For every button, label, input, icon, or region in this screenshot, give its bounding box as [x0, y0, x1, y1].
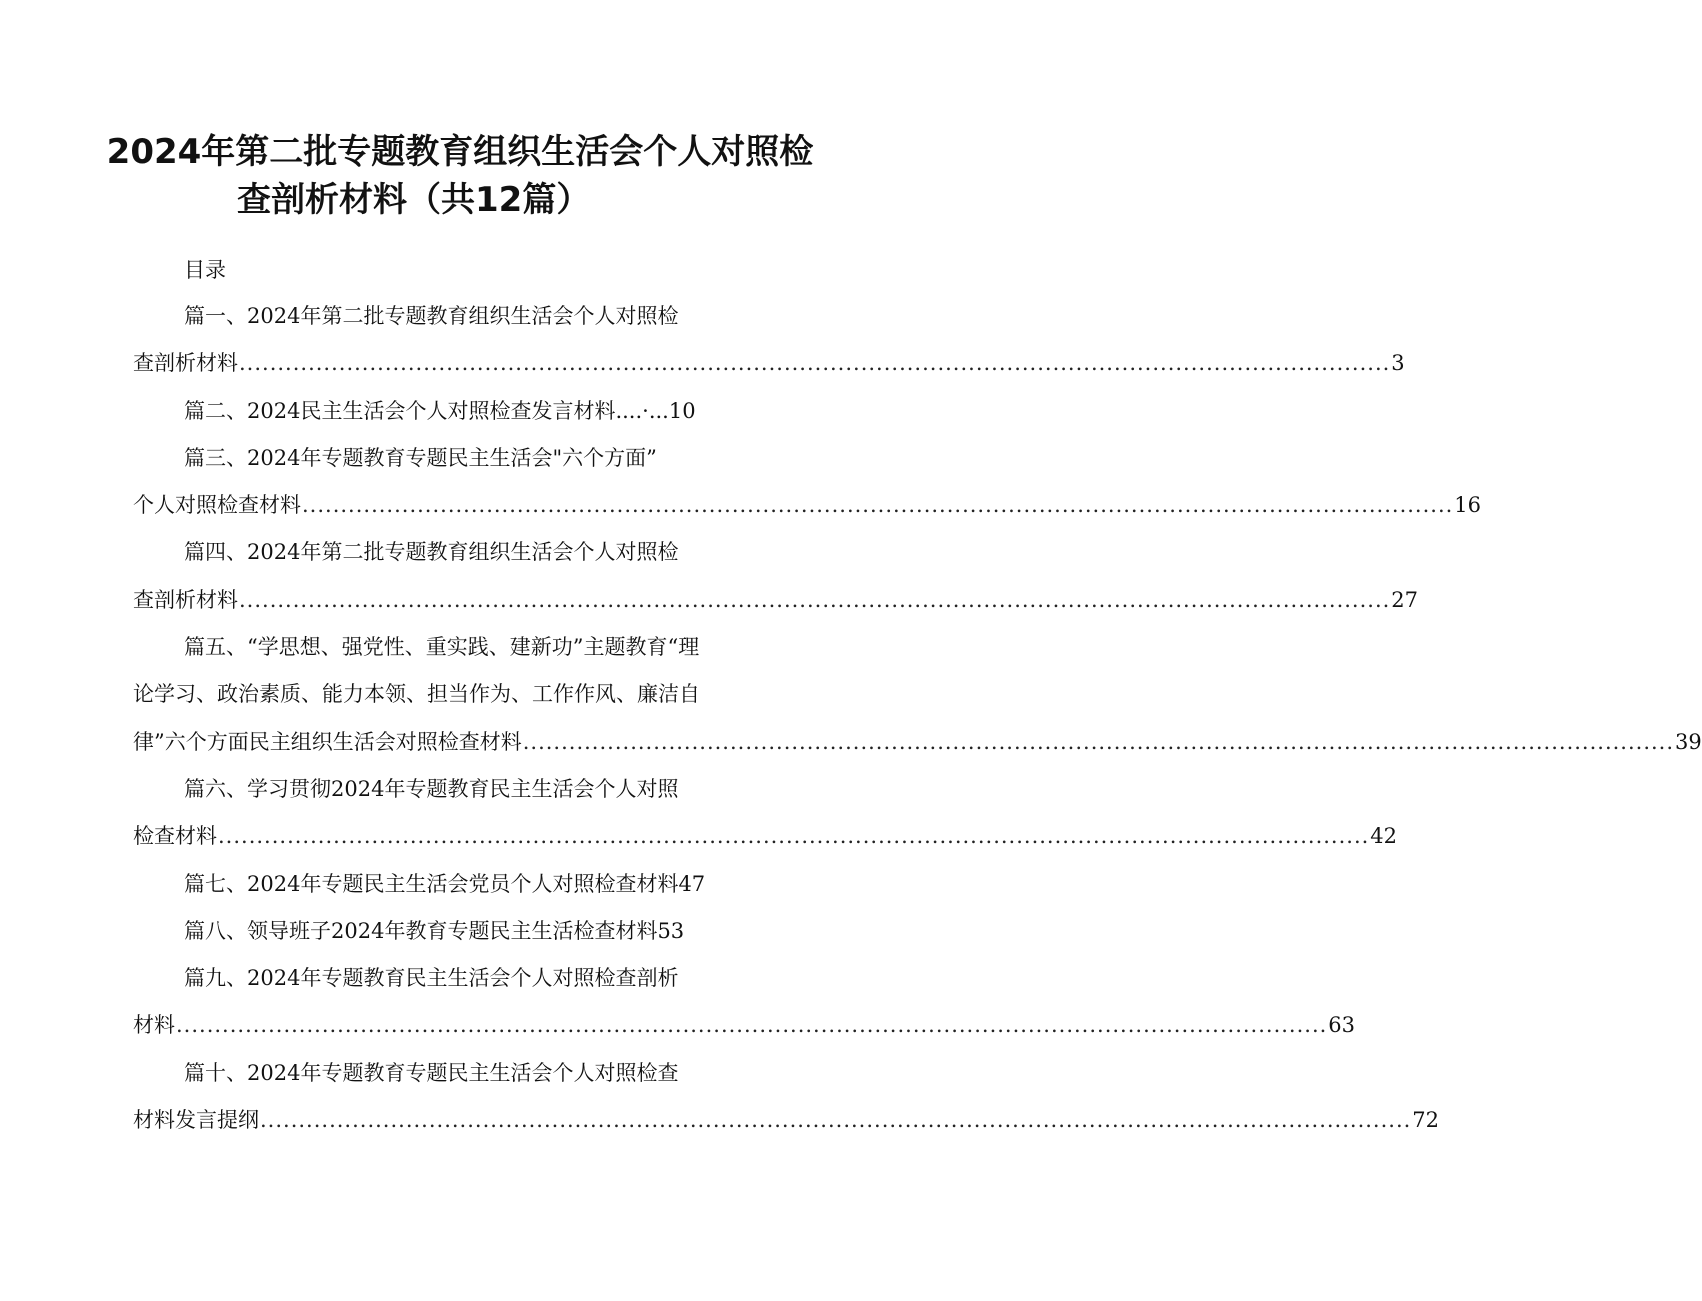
toc-entry-9-page: 63 — [1328, 1013, 1356, 1038]
toc-heading: 目录 — [184, 258, 226, 282]
dot-leader: ...................................................................................................................................................... — [239, 351, 1391, 376]
toc-entry-10-page: 72 — [1412, 1108, 1440, 1133]
dot-leader: ...................................................................................................................................................... — [176, 1013, 1328, 1038]
toc-entry-1-title: 篇一、2024年第二批专题教育组织生活会个人对照检 — [184, 304, 679, 328]
toc-entry-4-title: 篇四、2024年第二批专题教育组织生活会个人对照检 — [184, 540, 679, 565]
dot-leader: ...................................................................................................................................................... — [218, 824, 1370, 849]
dot-leader: ...................................................................................................................................................... — [302, 493, 1454, 518]
toc-entry-1 — [133, 293, 783, 340]
toc-entry-4-cont — [133, 577, 1419, 624]
toc-entry-4-title-cont: 查剖析材料 — [133, 587, 238, 612]
toc-entry-3-title: 篇三、2024年专题教育专题民主生活会"六个方面” — [184, 445, 657, 470]
title-line-1: 2024年第二批专题教育组织生活会个人对照检 — [106, 132, 814, 172]
dot-leader: ...................................................................................................................................................... — [260, 1108, 1412, 1133]
toc-entry-6-title: 篇六、学习贯彻2024年专题教育民主生活会个人对照 — [184, 776, 679, 801]
toc-entry-10-title-cont: 材料发言提纲 — [133, 1108, 259, 1133]
toc-entry-8-title: 篇八、领导班子2024年教育专题民主生活检查材料53 — [184, 918, 685, 943]
toc-entry-3 — [133, 435, 783, 482]
toc-entry-10-title: 篇十、2024年专题教育专题民主生活会个人对照检查 — [184, 1060, 679, 1085]
toc-entry-10-cont — [133, 1097, 1440, 1144]
toc-entry-5-title: 篇五、“学思想、强党性、重实践、建新功”主题教育“理 — [184, 635, 700, 660]
table-of-contents — [133, 293, 1702, 1144]
toc-entry-9-title: 篇九、2024年专题教育民主生活会个人对照检查剖析 — [184, 966, 679, 991]
toc-entry-4-page: 27 — [1391, 587, 1419, 612]
toc-entry-9-cont — [133, 1002, 1356, 1049]
dot-leader: ...................................................................................................................................................... — [239, 587, 1391, 612]
toc-entry-8 — [133, 908, 783, 955]
toc-entry-1-cont — [133, 340, 1405, 387]
title-line-2: 查剖析材料（共12篇） — [237, 180, 591, 220]
toc-entry-5-title-cont-2: 律”六个方面民主组织生活会对照检查材料 — [133, 729, 522, 754]
toc-entry-3-page: 16 — [1454, 493, 1482, 518]
toc-entry-5-page: 39 — [1675, 729, 1702, 754]
toc-entry-4 — [133, 529, 783, 576]
dot-leader: ...................................................................................................................................................... — [522, 729, 1675, 754]
toc-entry-3-title-cont: 个人对照检查材料 — [133, 493, 301, 518]
toc-entry-7-title: 篇七、2024年专题民主生活会党员个人对照检查材料47 — [184, 871, 706, 896]
toc-entry-5-title-cont: 论学习、政治素质、能力本领、担当作为、工作作风、廉洁自 — [133, 682, 700, 707]
toc-entry-2 — [133, 388, 783, 435]
toc-entry-6 — [133, 766, 783, 813]
toc-entry-10 — [133, 1050, 783, 1097]
toc-entry-9 — [133, 955, 783, 1002]
toc-entry-5-cont — [133, 671, 783, 718]
toc-entry-3-cont — [133, 482, 1482, 529]
toc-entry-6-page: 42 — [1370, 824, 1398, 849]
toc-entry-6-cont — [133, 813, 1398, 860]
toc-entry-2-title: 篇二、2024民主生活会个人对照检查发言材料....·...10 — [184, 398, 696, 423]
toc-entry-9-title-cont: 材料 — [133, 1013, 175, 1038]
document-title — [100, 128, 820, 224]
toc-entry-7 — [133, 861, 783, 908]
toc-entry-1-title-cont: 查剖析材料 — [133, 351, 238, 376]
toc-entry-1-page: 3 — [1391, 351, 1405, 376]
toc-entry-5 — [133, 624, 783, 671]
toc-entry-6-title-cont: 检查材料 — [133, 824, 217, 849]
toc-entry-5-cont-2 — [133, 719, 1702, 766]
